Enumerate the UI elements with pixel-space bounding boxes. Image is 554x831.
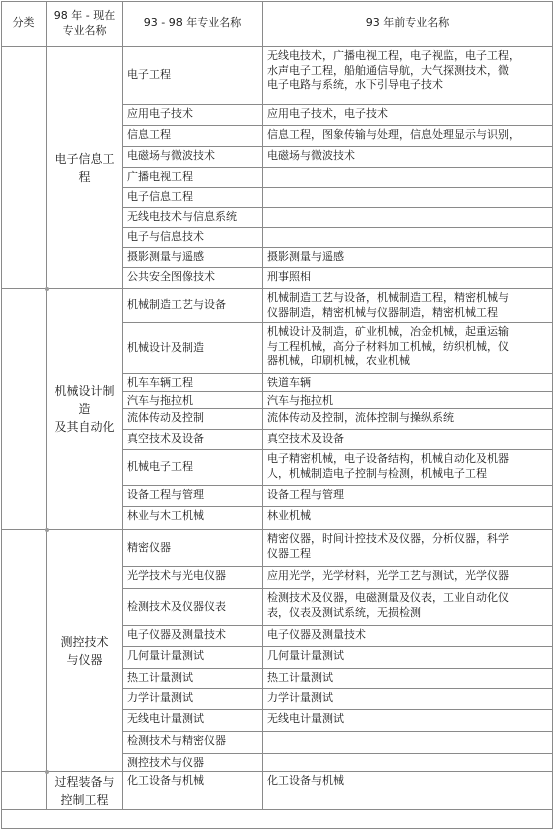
pre-name-cell: 林业机械 bbox=[263, 507, 553, 530]
pre-name-cell: 机械设计及制造，矿业机械，冶金机械，起重运输 与工程机械，高分子材料加工机械，纺织机械，仪 器机械，印刷机械，农业机械 bbox=[263, 323, 553, 374]
mid-name-cell: 无线电计量测试 bbox=[123, 710, 263, 732]
pre-name-cell: 无线电计量测试 bbox=[263, 710, 553, 732]
mid-name-cell: 电子仪器及测量技术 bbox=[123, 626, 263, 647]
mid-name-cell: 检测技术及仪器仪表 bbox=[123, 589, 263, 626]
mid-name-cell: 光学技术与光电仪器 bbox=[123, 567, 263, 589]
mid-name-cell: 汽车与拖拉机 bbox=[123, 392, 263, 409]
category-cell: 机械设计制造 及其自动化 bbox=[47, 289, 123, 530]
mid-name-cell: 机械设计及制造 bbox=[123, 323, 263, 374]
mid-name-cell: 广播电视工程 bbox=[123, 168, 263, 188]
mid-name-cell: 电磁场与微波技术 bbox=[123, 147, 263, 168]
pre-name-cell: 铁道车辆 bbox=[263, 374, 553, 392]
category-cell: 过程装备与 控制工程 bbox=[47, 772, 123, 810]
mid-name-cell: 摄影测量与遥感 bbox=[123, 248, 263, 268]
pre-name-cell: 摄影测量与遥感 bbox=[263, 248, 553, 268]
pre-name-cell: 汽车与拖拉机 bbox=[263, 392, 553, 409]
pre-name-cell: 设备工程与管理 bbox=[263, 486, 553, 507]
category-blank bbox=[1, 47, 47, 289]
pre-name-cell: 机械制造工艺与设备，机械制造工程，精密机械与 仪器制造，精密机械与仪器制造，精密机械工程 bbox=[263, 289, 553, 323]
mid-name-cell: 化工设备与机械 bbox=[123, 772, 263, 810]
pre-name-cell bbox=[263, 208, 553, 228]
mid-name-cell: 应用电子技术 bbox=[123, 105, 263, 126]
mid-name-cell: 无线电技术与信息系统 bbox=[123, 208, 263, 228]
pre-name-cell bbox=[263, 228, 553, 248]
mid-name-cell: 信息工程 bbox=[123, 126, 263, 147]
category-cell: 测控技术 与仪器 bbox=[47, 530, 123, 772]
pre-name-cell: 信息工程，图象传输与处理，信息处理显示与识别， bbox=[263, 126, 553, 147]
header-current-name: 98 年 - 现在 专业名称 bbox=[47, 1, 123, 47]
header-mid-name: 93 - 98 年专业名称 bbox=[123, 1, 263, 47]
pre-name-cell: 电磁场与微波技术 bbox=[263, 147, 553, 168]
pre-name-cell: 应用光学，光学材料，光学工艺与测试，光学仪器 bbox=[263, 567, 553, 589]
pre-name-cell bbox=[263, 732, 553, 754]
mid-name-cell: 热工计量测试 bbox=[123, 669, 263, 689]
pre-name-cell: 热工计量测试 bbox=[263, 669, 553, 689]
mid-name-cell: 电子信息工程 bbox=[123, 188, 263, 208]
mid-name-cell: 机械电子工程 bbox=[123, 450, 263, 486]
mid-name-cell: 测控技术与仪器 bbox=[123, 754, 263, 772]
mid-name-cell: 公共安全图像技术 bbox=[123, 268, 263, 289]
mid-name-cell: 机械制造工艺与设备 bbox=[123, 289, 263, 323]
pre-name-cell: 几何量计量测试 bbox=[263, 647, 553, 669]
pre-name-cell: 精密仪器，时间计控技术及仪器，分析仪器，科学 仪器工程 bbox=[263, 530, 553, 567]
pre-name-cell: 真空技术及设备 bbox=[263, 430, 553, 450]
mid-name-cell: 力学计量测试 bbox=[123, 689, 263, 710]
header-category: 分类 bbox=[1, 1, 47, 47]
corner-dot bbox=[45, 287, 49, 291]
specialty-table bbox=[1, 1, 553, 829]
pre-name-cell bbox=[263, 754, 553, 772]
pre-name-cell bbox=[263, 168, 553, 188]
category-cell: 电子信息工程 bbox=[47, 47, 123, 289]
pre-name-cell: 刑事照相 bbox=[263, 268, 553, 289]
pre-name-cell: 检测技术及仪器，电磁测量及仪表，工业自动化仪 表，仪表及测试系统，无损检测 bbox=[263, 589, 553, 626]
mid-name-cell: 检测技术与精密仪器 bbox=[123, 732, 263, 754]
mid-name-cell: 精密仪器 bbox=[123, 530, 263, 567]
pre-name-cell bbox=[263, 188, 553, 208]
pre-name-cell: 流体传动及控制，流体控制与操纵系统 bbox=[263, 409, 553, 430]
mid-name-cell: 电子与信息技术 bbox=[123, 228, 263, 248]
pre-name-cell: 应用电子技术，电子技术 bbox=[263, 105, 553, 126]
mid-name-cell: 几何量计量测试 bbox=[123, 647, 263, 669]
pre-name-cell: 力学计量测试 bbox=[263, 689, 553, 710]
mid-name-cell: 机车车辆工程 bbox=[123, 374, 263, 392]
pre-name-cell: 无线电技术，广播电视工程，电子视监，电子工程， 水声电子工程，船舶通信导航，大气探测技术，微 电子电路与系统，水下引导电子技术 bbox=[263, 47, 553, 105]
corner-dot bbox=[45, 770, 49, 774]
mid-name-cell: 电子工程 bbox=[123, 47, 263, 105]
category-blank bbox=[1, 530, 47, 772]
category-blank bbox=[1, 772, 47, 810]
mid-name-cell: 林业与木工机械 bbox=[123, 507, 263, 530]
pre-name-cell: 电子仪器及测量技术 bbox=[263, 626, 553, 647]
header-pre-name: 93 年前专业名称 bbox=[263, 1, 553, 47]
category-blank bbox=[1, 289, 47, 530]
mid-name-cell: 真空技术及设备 bbox=[123, 430, 263, 450]
corner-dot bbox=[45, 528, 49, 532]
mid-name-cell: 流体传动及控制 bbox=[123, 409, 263, 430]
pre-name-cell: 电子精密机械，电子设备结构，机械自动化及机器 人，机械制造电子控制与检测，机械电子工程 bbox=[263, 450, 553, 486]
pre-name-cell: 化工设备与机械 bbox=[263, 772, 553, 810]
mid-name-cell: 设备工程与管理 bbox=[123, 486, 263, 507]
